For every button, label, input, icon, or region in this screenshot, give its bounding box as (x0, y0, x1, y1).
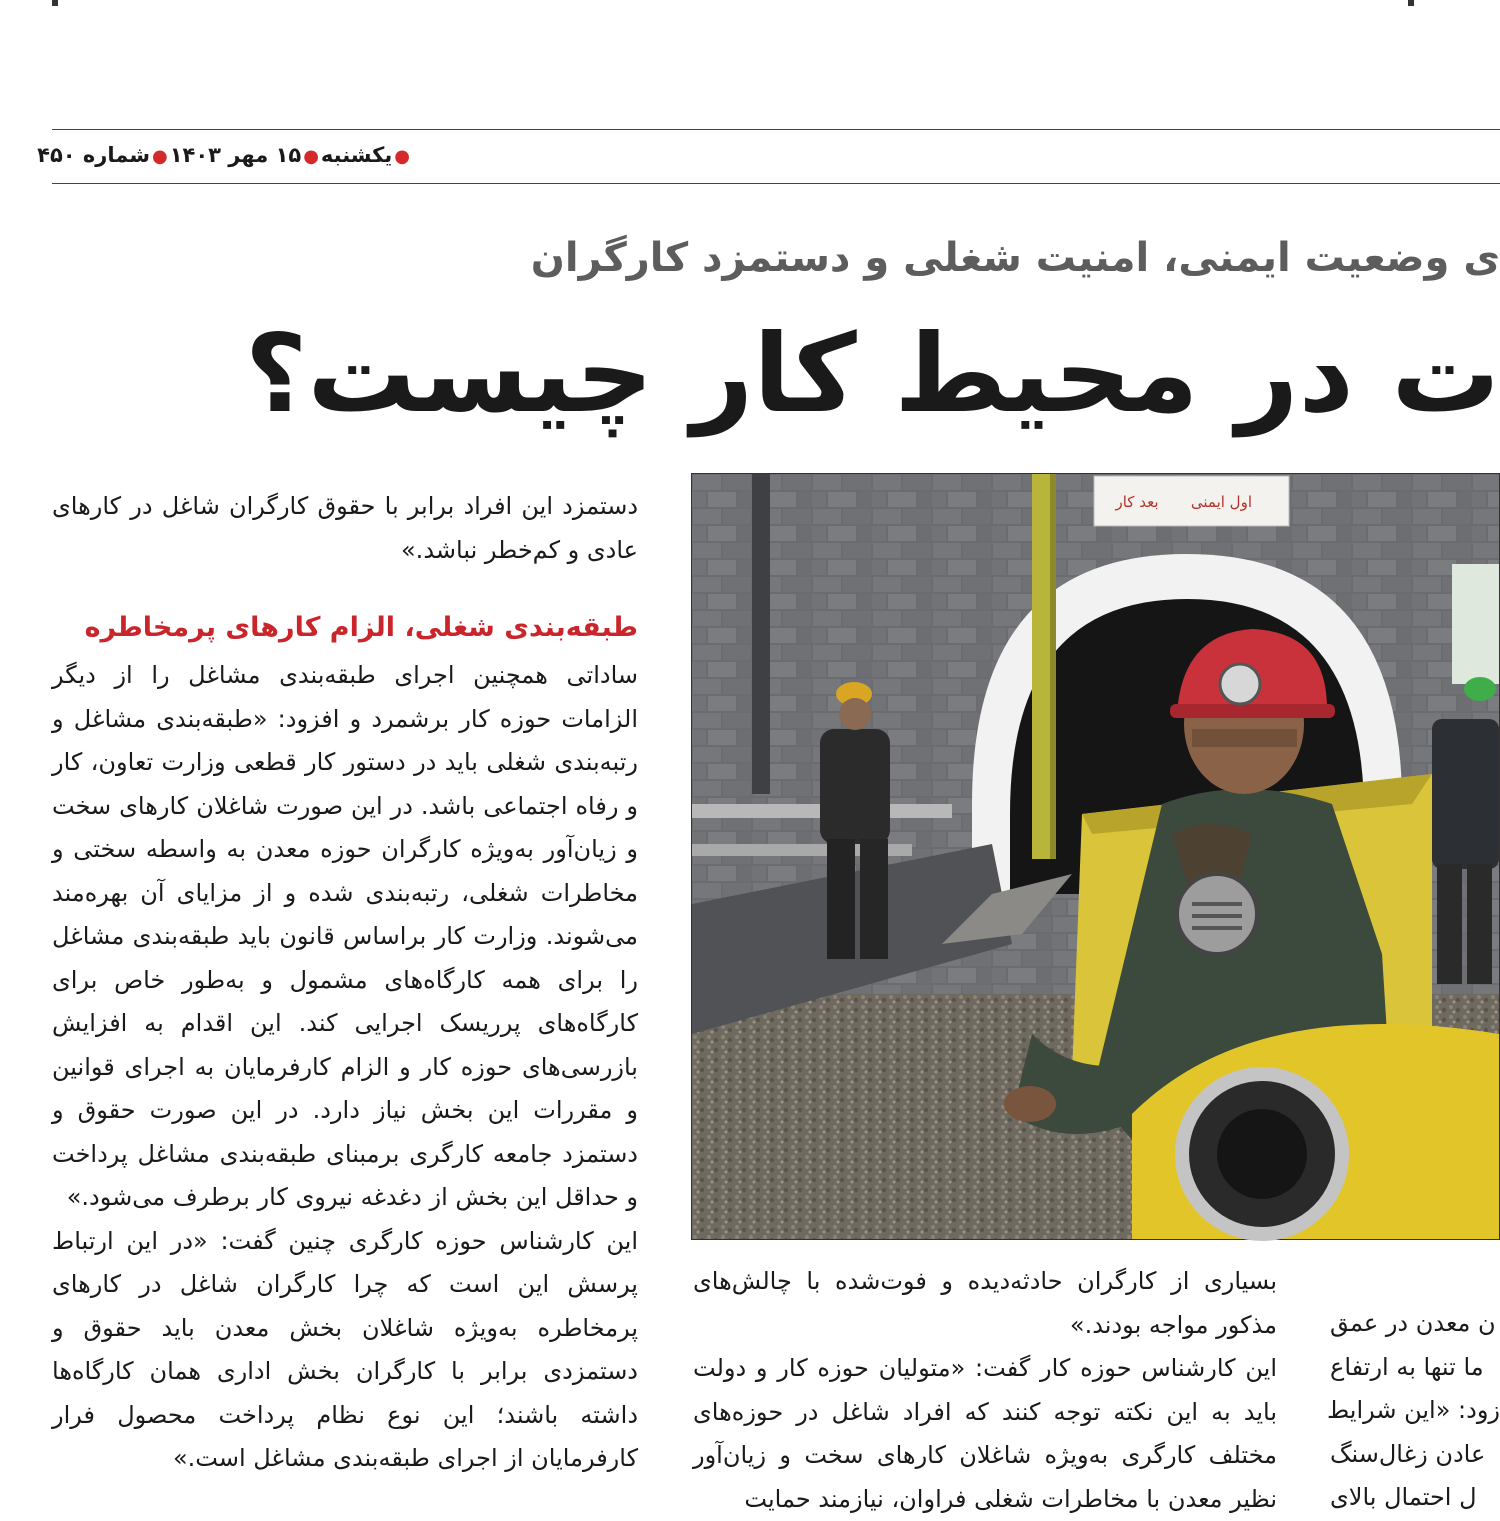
bullet-icon: ● (303, 146, 319, 167)
bullet-icon: ● (394, 146, 410, 167)
article-headline: ت در محیط کار چیست؟ (244, 312, 1500, 437)
article-photo (691, 473, 1500, 1240)
left-column (52, 485, 638, 1481)
miners-illustration (692, 474, 1499, 1239)
top-edge-mark-right (1408, 0, 1414, 6)
header-top-rule (52, 129, 1500, 130)
left-paragraph-1: ساداتی همچنین اجرای طبقه‌بندی مشاغل را از دیگر الزامات حوزه کار برشمرد و افزود: «طبقه‌بندی مشاغل و رتبه‌بندی شغلی باید در دستور کار قطعی وزارت تعاون، کار و رفاه اجتماعی باشد. در این صورت شاغلان کارهای سخت و زیان‌آور به‌ویژه کارگران حوزه معدن به واسطه سختی و مخاطرات شغلی، رتبه‌بندی شده و از مزایای آن بهره‌مند می‌شوند. وزارت کار براساس قانون باید طبقه‌بندی مشاغل را برای همه کارگاه‌های مشمول و به‌طور خاص برای کارگاه‌های پرریسک اجرایی کند. این اقدام به افزایش بازرسی‌های حوزه کار و الزام کارفرمایان به اجرای قوانین و مقررات این بخش نیاز دارد. در این صورت حقوق و دستمزد جامعه کارگری برمبنای طبقه‌بندی مشاغل پرداخت و حداقل این بخش از دغدغه نیروی کار برطرف می‌شود.» (52, 661, 638, 1211)
middle-column (693, 1260, 1277, 1521)
dateline (37, 140, 412, 170)
bullet-icon: ● (152, 146, 168, 167)
right-column-line: عادن زغال‌سنگ (1330, 1439, 1486, 1468)
article-kicker: ی وضعیت ایمنی، امنیت شغلی و دستمزد کارگران (530, 235, 1500, 281)
sign-text-left: بعد کار (1115, 493, 1159, 511)
dateline-day: یکشنبه (320, 143, 393, 167)
right-column-line: زود: «این شرایط (1327, 1396, 1500, 1424)
dateline-issue: شماره ۴۵۰ (37, 143, 150, 167)
right-column-line: ما تنها به ارتفاع (1330, 1352, 1484, 1381)
right-column-line: ن معدن در عمق (1330, 1309, 1496, 1337)
left-intro-paragraph: دستمزد این افراد برابر با حقوق کارگران شاغل در کارهای عادی و کم‌خطر نباشد.» (52, 492, 638, 564)
middle-paragraph-1: بسیاری از کارگران حادثه‌دیده و فوت‌شده با چالش‌های مذکور مواجه بودند.» (693, 1267, 1277, 1339)
right-column-line: ل احتمال بالای (1330, 1483, 1477, 1511)
dateline-date: ۱۵ مهر ۱۴۰۳ (169, 143, 302, 167)
header-bottom-rule (52, 183, 1500, 184)
sign-text-right: اول ایمنی (1190, 493, 1252, 511)
left-paragraph-2: این کارشناس حوزه کارگری چنین گفت: «در این ارتباط پرسش این است که چرا کارگران شاغل در کارهای پرمخاطره به‌ویژه شاغلان بخش معدن باید حقوق و دستمزدی برابر با کارگران بخش اداری همان کارگاه‌ها داشته باشند؛ این نوع نظام پرداخت محصول فرار کارفرمایان از اجرای طبقه‌بندی مشاغل است.» (52, 1226, 638, 1472)
top-edge-mark-left (52, 0, 58, 6)
middle-paragraph-2: این کارشناس حوزه کار گفت: «متولیان حوزه کار و دولت باید به این نکته توجه کنند که افراد شاغل در حوزه‌های مختلف کارگری به‌ویژه شاغلان کارهای سخت و زیان‌آور نظیر معدن با مخاطرات شغلی فراوان، نیازمند حمایت (693, 1354, 1277, 1513)
right-column (1327, 1302, 1500, 1521)
section-subheading: طبقه‌بندی شغلی، الزام کارهای پرمخاطره (84, 612, 638, 643)
